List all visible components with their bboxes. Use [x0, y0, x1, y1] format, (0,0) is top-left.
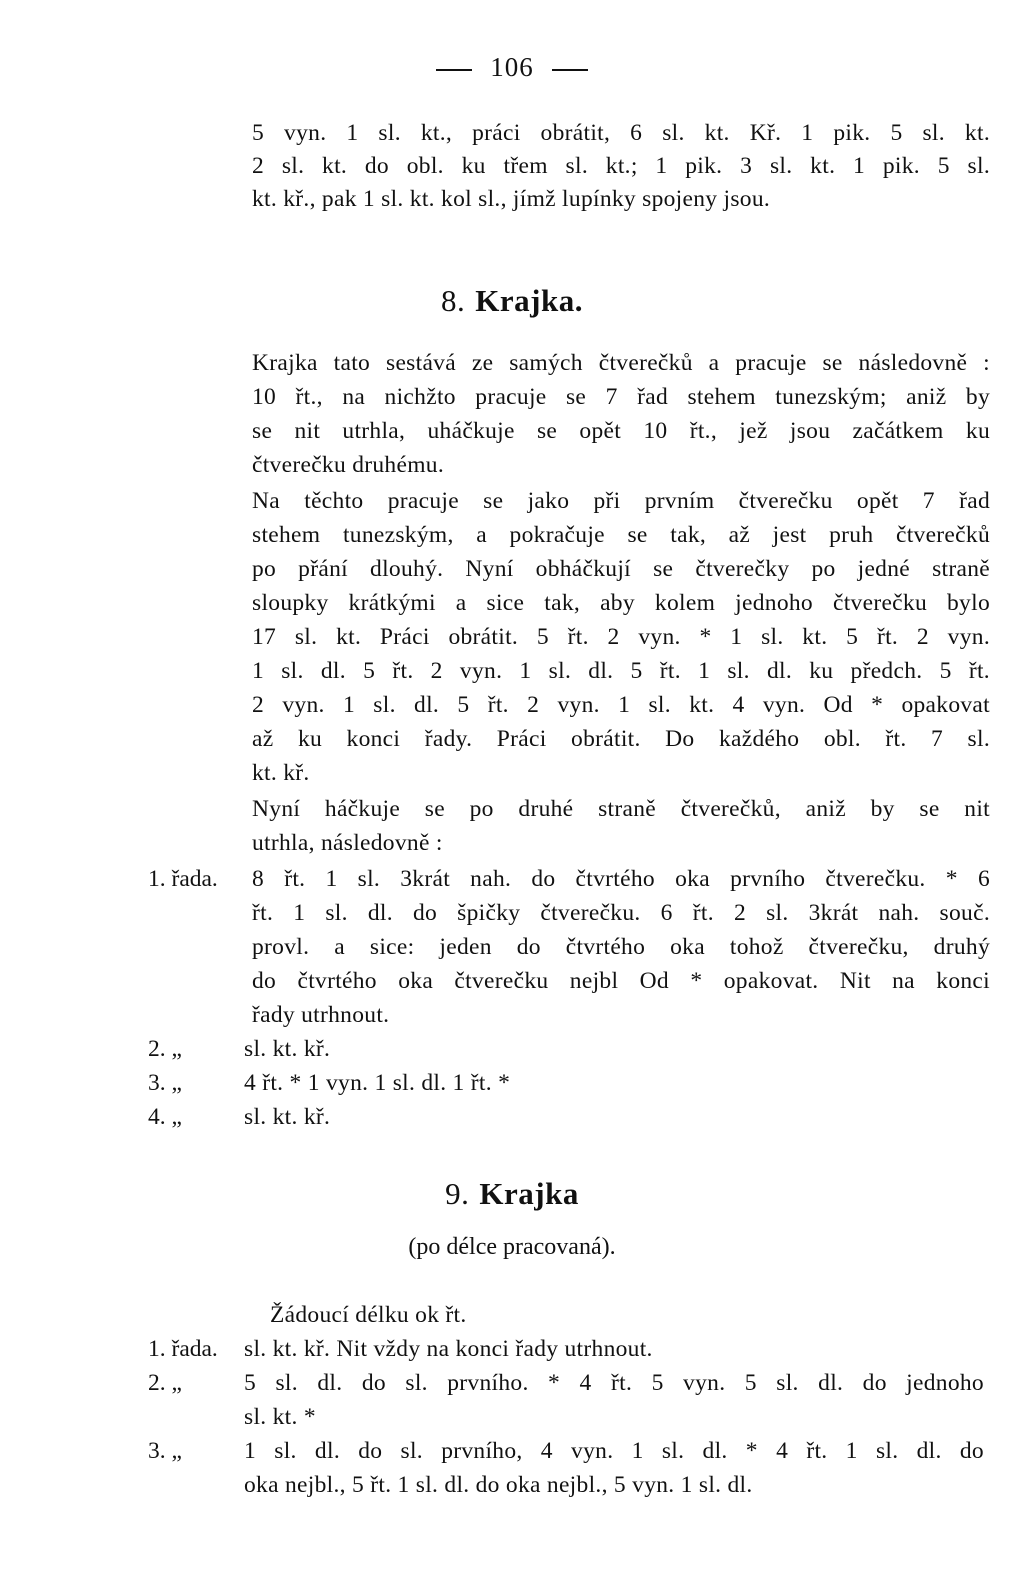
text-line: Nyní háčkuje se po druhé straně čtverečků, aniž by se nit	[252, 796, 990, 822]
section-heading-8	[0, 283, 1024, 319]
row-label: 4. „	[148, 1104, 182, 1130]
text-line: 5 sl. dl. do sl. prvního. * 4 řt. 5 vyn. 5 sl. dl. do jednoho	[244, 1370, 984, 1396]
row-label: 3. „	[148, 1070, 182, 1096]
header-dash-right	[552, 69, 588, 71]
text-line: řady utrhnout.	[252, 1002, 390, 1028]
text-line: 5 vyn. 1 sl. kt., práci obrátit, 6 sl. kt. Kř. 1 pik. 5 sl. kt.	[252, 120, 990, 146]
section-title: Krajka	[479, 1176, 579, 1211]
text-line: 2 vyn. 1 sl. dl. 5 řt. 2 vyn. 1 sl. kt. 4 vyn. Od * opakovat	[252, 692, 990, 718]
header-dash-left	[436, 69, 472, 71]
text-line: 17 sl. kt. Práci obrátit. 5 řt. 2 vyn. * 1 sl. kt. 5 řt. 2 vyn.	[252, 624, 990, 650]
page-header	[0, 52, 1024, 83]
row-label: 1. řada.	[148, 866, 218, 892]
text-line: čtverečku druhému.	[252, 452, 445, 478]
text-line: 4 řt. * 1 vyn. 1 sl. dl. 1 řt. *	[244, 1070, 511, 1096]
section-title: Krajka.	[475, 283, 583, 318]
text-line: 2 sl. kt. do obl. ku třem sl. kt.; 1 pik. 3 sl. kt. 1 pik. 5 sl.	[252, 153, 990, 179]
text-line: kt. kř., pak 1 sl. kt. kol sl., jímž lupínky spojeny jsou.	[252, 186, 771, 212]
text-line: 1 sl. dl. 5 řt. 2 vyn. 1 sl. dl. 5 řt. 1 sl. dl. ku předch. 5 řt.	[252, 658, 990, 684]
text-line: sl. kt. kř.	[244, 1036, 331, 1062]
text-line: sl. kt. kř. Nit vždy na konci řady utrhnout.	[244, 1336, 653, 1362]
text-line: 8 řt. 1 sl. 3krát nah. do čtvrtého oka prvního čtverečku. * 6	[252, 866, 990, 892]
text-line: sl. kt. kř.	[244, 1104, 331, 1130]
section-number: 9.	[445, 1176, 470, 1211]
section-subtitle: (po délce pracovaná).	[408, 1234, 616, 1260]
row-label: 1. řada.	[148, 1336, 218, 1362]
text-line: až ku konci řady. Práci obrátit. Do každého obl. řt. 7 sl.	[252, 726, 990, 752]
text-line: 1 sl. dl. do sl. prvního, 4 vyn. 1 sl. dl. * 4 řt. 1 sl. dl. do	[244, 1438, 984, 1464]
text-line: oka nejbl., 5 řt. 1 sl. dl. do oka nejbl., 5 vyn. 1 sl. dl.	[244, 1472, 753, 1498]
text-line: do čtvrtého oka čtverečku nejbl Od * opakovat. Nit na konci	[252, 968, 990, 994]
text-line: sloupky krátkými a sice tak, aby kolem jednoho čtverečku bylo	[252, 590, 990, 616]
page-number: 106	[490, 52, 534, 82]
text-line: Na těchto pracuje se jako při prvním čtverečku opět 7 řad	[252, 488, 990, 514]
text-line: po přání dlouhý. Nyní obháčkují se čtverečky po jedné straně	[252, 556, 990, 582]
row-label: 2. „	[148, 1036, 182, 1062]
text-line: provl. a sice: jeden do čtvrtého oka tohož čtverečku, druhý	[252, 934, 990, 960]
section-number: 8.	[441, 283, 466, 318]
text-line: stehem tunezským, a pokračuje se tak, až jest pruh čtverečků	[252, 522, 990, 548]
text-line: Žádoucí délku ok řt.	[270, 1302, 467, 1328]
text-line: kt. kř.	[252, 760, 310, 786]
text-line: Krajka tato sestává ze samých čtverečků a pracuje se následovně :	[252, 350, 990, 376]
text-line: utrhla, následovně :	[252, 830, 443, 856]
text-line: sl. kt. *	[244, 1404, 316, 1430]
text-line: se nit utrhla, uháčkuje se opět 10 řt., jež jsou začátkem ku	[252, 418, 990, 444]
text-line: řt. 1 sl. dl. do špičky čtverečku. 6 řt. 2 sl. 3krát nah. souč.	[252, 900, 990, 926]
row-label: 3. „	[148, 1438, 182, 1464]
section-heading-9	[0, 1176, 1024, 1212]
row-label: 2. „	[148, 1370, 182, 1396]
text-line: 10 řt., na nichžto pracuje se 7 řad stehem tunezským; aniž by	[252, 384, 990, 410]
